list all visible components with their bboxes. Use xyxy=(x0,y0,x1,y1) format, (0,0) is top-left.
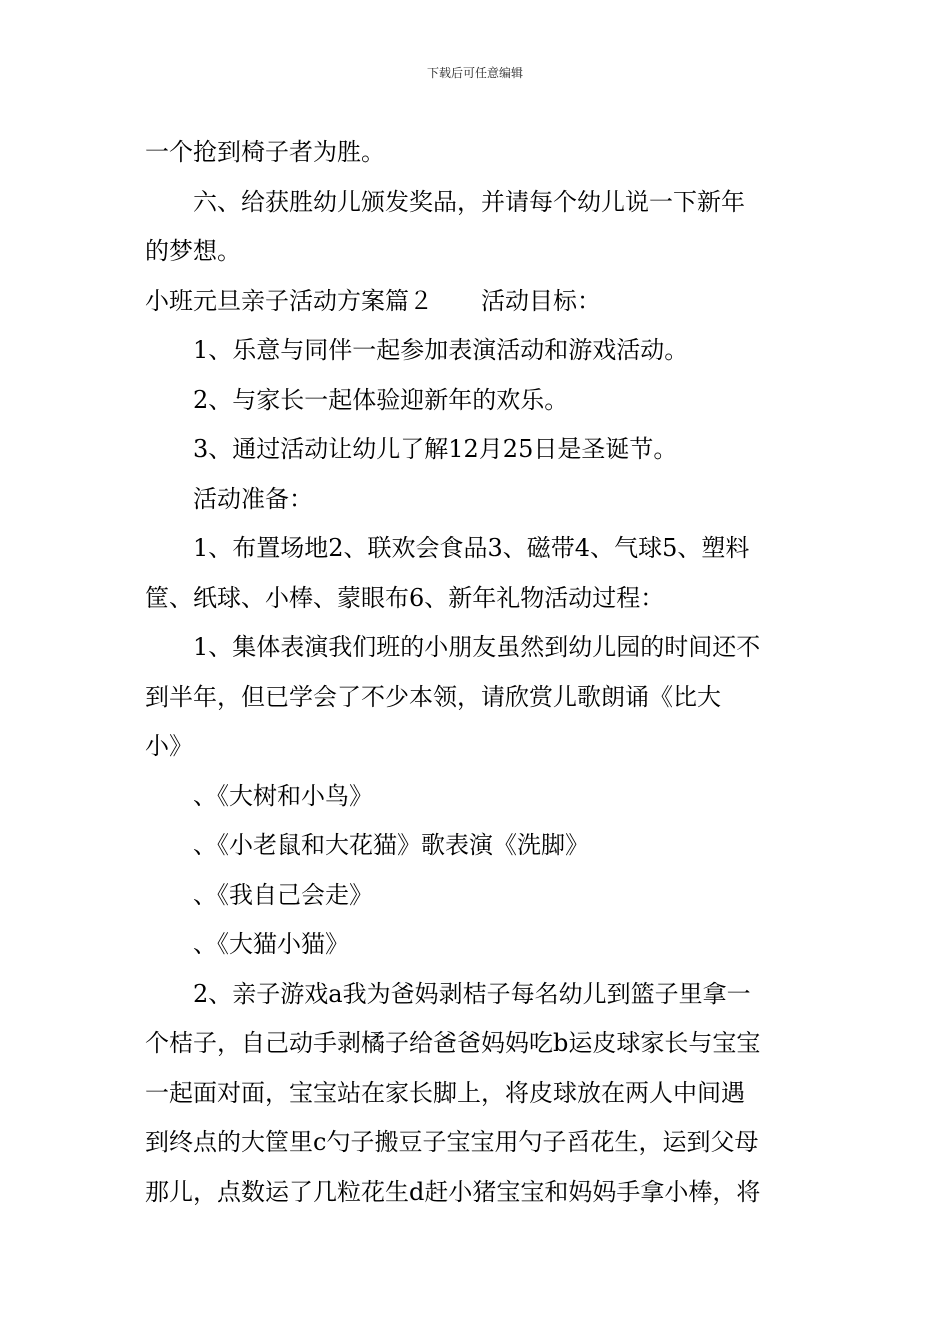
section-title: 小班元旦亲子活动方案篇２ xyxy=(145,286,433,315)
paragraph-line: 、《大猫小猫》 xyxy=(193,930,349,958)
paragraph-line: 1、集体表演我们班的小朋友虽然到幼儿园的时间还不 xyxy=(193,633,761,661)
paragraph-line: 1、乐意与同伴一起参加表演活动和游戏活动。 xyxy=(193,336,689,364)
paragraph-line: 活动准备： xyxy=(193,484,313,513)
paragraph-line: 个桔子，自己动手剥橘子给爸爸妈妈吃b运皮球家长与宝宝 xyxy=(145,1029,761,1057)
paragraph-line: 小》 xyxy=(145,732,193,760)
paragraph-line: 六、给获胜幼儿颁发奖品，并请每个幼儿说一下新年 xyxy=(193,187,745,216)
page-header: 下载后可任意编辑 xyxy=(426,66,523,80)
paragraph-line: 到半年，但已学会了不少本领，请欣赏儿歌朗诵《比大 xyxy=(145,682,721,711)
paragraph-line: 的梦想。 xyxy=(145,237,241,265)
paragraph-line: 、《大树和小鸟》 xyxy=(193,781,373,810)
paragraph-line: 一起面对面，宝宝站在家长脚上，将皮球放在两人中间遇 xyxy=(145,1078,745,1107)
paragraph-line: 一个抢到椅子者为胜。 xyxy=(145,138,385,166)
section-subheading: 活动目标： xyxy=(481,286,601,315)
paragraph-line: 3、通过活动让幼儿了解12月25日是圣诞节。 xyxy=(193,435,678,463)
paragraph-line: 筐、纸球、小棒、蒙眼布6、新年礼物活动过程： xyxy=(145,583,665,612)
paragraph-line: 2、与家长一起体验迎新年的欢乐。 xyxy=(193,385,569,414)
paragraph-line: 到终点的大筐里c勺子搬豆子宝宝用勺子舀花生，运到父母 xyxy=(145,1128,759,1156)
paragraph-line: 1、布置场地2、联欢会食品3、磁带4、气球5、塑料 xyxy=(193,534,750,562)
paragraph-line: 、《小老鼠和大花猫》歌表演《洗脚》 xyxy=(193,831,589,859)
section-heading-line xyxy=(145,277,813,327)
paragraph-line: 2、亲子游戏a我为爸妈剥桔子每名幼儿到篮子里拿一 xyxy=(193,979,751,1008)
paragraph-line: 、《我自己会走》 xyxy=(193,880,373,909)
document-body xyxy=(145,128,813,1217)
paragraph-line: 那儿，点数运了几粒花生d赶小猪宝宝和妈妈手拿小棒，将 xyxy=(145,1177,761,1206)
